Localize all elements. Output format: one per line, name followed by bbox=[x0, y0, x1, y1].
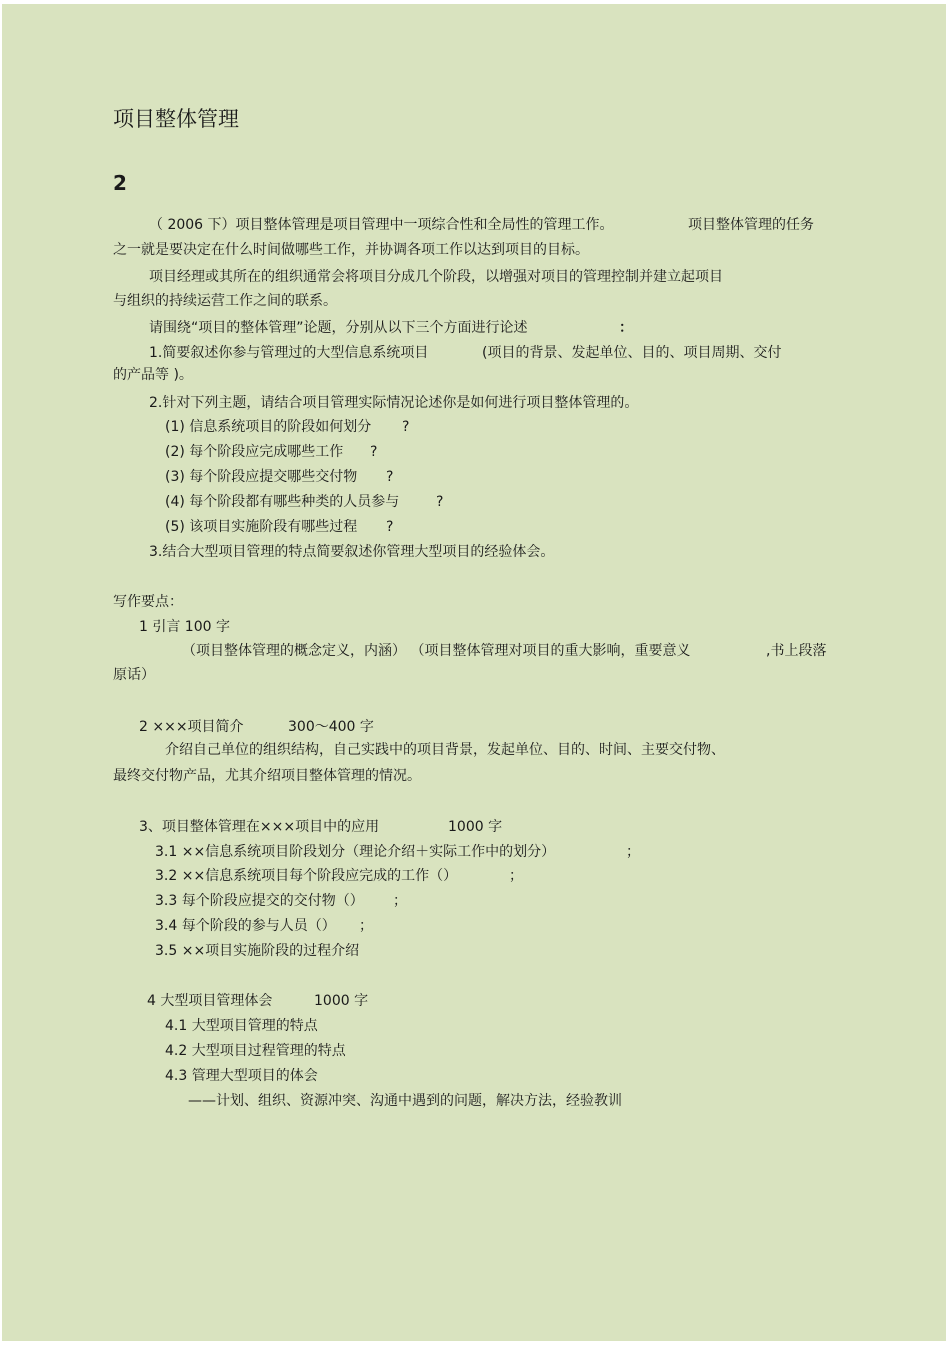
question-line: 与组织的持续运营工作之间的联系。 bbox=[113, 293, 337, 309]
outline-subitem: 3.4 每个阶段的参与人员（） bbox=[155, 918, 336, 934]
sub-question: (3) 每个阶段应提交哪些交付物 bbox=[165, 469, 358, 485]
writing-points-heading: 写作要点： bbox=[113, 594, 183, 610]
outline-word-count: 1000 字 bbox=[448, 819, 503, 835]
question-line: 之一就是要决定在什么时间做哪些工作，并协调各项工作以达到项目的目标。 bbox=[113, 242, 589, 258]
outline-subitem: 4.2 大型项目过程管理的特点 bbox=[165, 1043, 346, 1059]
sub-question: (4) 每个阶段都有哪些种类的人员参与 bbox=[165, 494, 400, 510]
outline-subitem-mark: ； bbox=[359, 918, 373, 934]
sub-question: (1) 信息系统项目的阶段如何划分 bbox=[165, 419, 372, 435]
outline-detail: 介绍自己单位的组织结构，自己实践中的项目背景，发起单位、目的、时间、主要交付物、 bbox=[165, 742, 725, 758]
section-number: 2 bbox=[113, 171, 127, 195]
question-line: ： bbox=[619, 320, 633, 336]
question-line: （ 2006 下）项目整体管理是项目管理中一项综合性和全局性的管理工作。 bbox=[149, 217, 614, 233]
outline-subitem: 3.3 每个阶段应提交的交付物（） bbox=[155, 893, 364, 909]
sub-question-mark: ? bbox=[402, 419, 410, 435]
sub-question-mark: ? bbox=[436, 494, 444, 510]
outline-subitem: 3.1 ××信息系统项目阶段划分（理论介绍＋实际工作中的划分） bbox=[155, 844, 556, 860]
outline-detail: （项目整体管理的概念定义，内涵） （项目整体管理对项目的重大影响，重要意义 bbox=[182, 643, 691, 659]
outline-subitem: 3.2 ××信息系统项目每个阶段应完成的工作（） bbox=[155, 868, 458, 884]
outline-subitem: 3.5 ××项目实施阶段的过程介绍 bbox=[155, 943, 360, 959]
outline-subitem: 4.3 管理大型项目的体会 bbox=[165, 1068, 318, 1084]
sub-question-mark: ? bbox=[386, 519, 394, 535]
question-item: 2.针对下列主题，请结合项目管理实际情况论述你是如何进行项目整体管理的。 bbox=[149, 395, 639, 411]
outline-item: 1 引言 100 字 bbox=[139, 619, 230, 635]
outline-subitem-mark: ； bbox=[626, 844, 640, 860]
question-item: 3.结合大型项目管理的特点简要叙述你管理大型项目的经验体会。 bbox=[149, 544, 555, 560]
outline-item: 2 ×××项目简介 bbox=[139, 719, 244, 735]
question-line: 项目经理或其所在的组织通常会将项目分成几个阶段，以增强对项目的管理控制并建立起项目 bbox=[149, 269, 723, 285]
outline-subitem-mark: ； bbox=[393, 893, 407, 909]
sub-question-mark: ? bbox=[386, 469, 394, 485]
document-page bbox=[2, 4, 946, 1341]
outline-subitem: 4.1 大型项目管理的特点 bbox=[165, 1018, 318, 1034]
outline-word-count: 300～400 字 bbox=[288, 719, 374, 735]
outline-detail: 原话） bbox=[113, 667, 155, 683]
question-line: 请围绕“项目的整体管理”论题，分别从以下三个方面进行论述 bbox=[149, 320, 528, 336]
question-item: 的产品等 )。 bbox=[113, 367, 193, 383]
outline-detail: ,书上段落 bbox=[766, 643, 827, 659]
outline-word-count: 1000 字 bbox=[314, 993, 369, 1009]
question-item: (项目的背景、发起单位、目的、项目周期、交付 bbox=[482, 345, 782, 361]
outline-subitem-mark: ； bbox=[509, 868, 523, 884]
outline-item: 4 大型项目管理体会 bbox=[147, 993, 273, 1009]
question-item: 1.简要叙述你参与管理过的大型信息系统项目 bbox=[149, 345, 429, 361]
outline-item: 3、项目整体管理在×××项目中的应用 bbox=[139, 819, 380, 835]
outline-detail: 最终交付物产品，尤其介绍项目整体管理的情况。 bbox=[113, 768, 421, 784]
sub-question: (2) 每个阶段应完成哪些工作 bbox=[165, 444, 344, 460]
sub-question-mark: ? bbox=[370, 444, 378, 460]
outline-detail: ——计划、组织、资源冲突、沟通中遇到的问题，解决方法，经验教训 bbox=[188, 1093, 622, 1109]
question-line: 项目整体管理的任务 bbox=[688, 217, 814, 233]
document-title: 项目整体管理 bbox=[113, 107, 239, 131]
sub-question: (5) 该项目实施阶段有哪些过程 bbox=[165, 519, 358, 535]
